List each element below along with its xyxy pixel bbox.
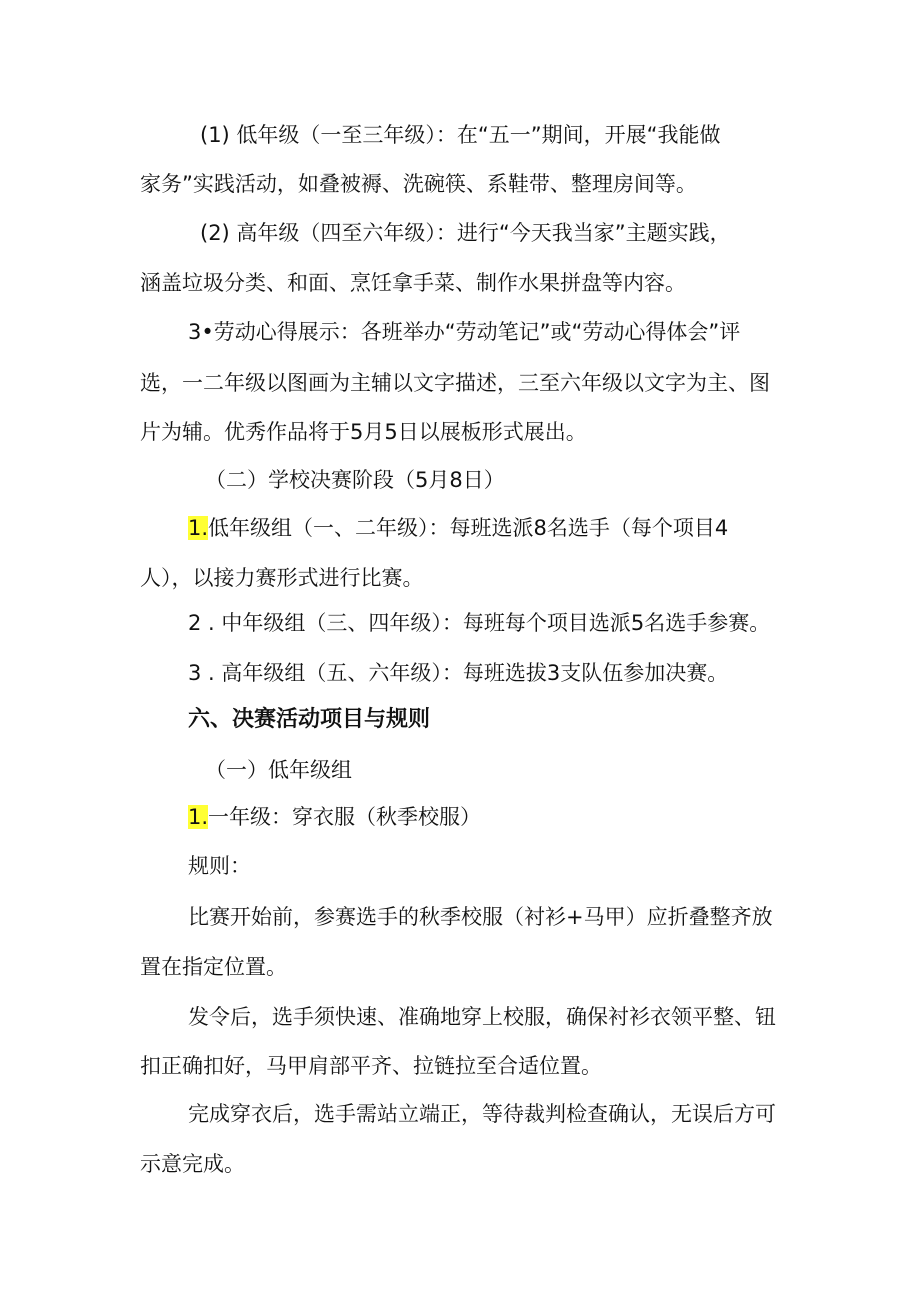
item-lower-group-line1 xyxy=(188,513,728,543)
rules-label: 规则： xyxy=(188,854,251,878)
item-lower-group-text: 低年级组（一、二年级）：每班选派8名选手（每个项目4 xyxy=(208,516,729,540)
para-labor-showcase-line3: 片为辅。优秀作品将于5月5日以展板形式展出。 xyxy=(140,420,587,444)
rule2-line2: 扣正确扣好，马甲肩部平齐、拉链拉至合适位置。 xyxy=(140,1054,602,1078)
highlight-marker: 1. xyxy=(188,805,209,829)
heading-final-rules: 六、决赛活动项目与规则 xyxy=(188,707,431,732)
item-lower-group-line2: 人），以接力赛形式进行比赛。 xyxy=(140,566,424,590)
item-grade-one xyxy=(188,802,481,832)
para-upper-grade-line2: 涵盖垃圾分类、和面、烹饪拿手菜、制作水果拼盘等内容。 xyxy=(140,271,686,295)
subsection-lower-group: （一）低年级组 xyxy=(205,758,352,782)
rule2-line1: 发令后，选手须快速、准确地穿上校服，确保衬衫衣领平整、钮 xyxy=(188,1005,776,1029)
item-middle-group: 2 . 中年级组（三、四年级）：每班每个项目选派5名选手参赛。 xyxy=(188,611,771,635)
para-labor-showcase-line1: 3•劳动心得展示：各班举办“劳动笔记”或“劳动心得体会”评 xyxy=(188,320,741,344)
section-school-final: （二）学校决赛阶段（5月8日） xyxy=(205,468,505,492)
item-upper-group: 3 . 高年级组（五、六年级）：每班选拔3支队伍参加决赛。 xyxy=(188,661,729,685)
para-lower-grade-line2: 家务”实践活动，如叠被褥、洗碗筷、系鞋带、整理房间等。 xyxy=(140,172,697,196)
rule3-line1: 完成穿衣后，选手需站立端正，等待裁判检查确认，无误后方可 xyxy=(188,1102,776,1126)
para-upper-grade-line1: (2) 高年级（四至六年级）：进行“今天我当家”主题实践， xyxy=(200,221,731,245)
rule1-line1: 比赛开始前，参赛选手的秋季校服（衬衫+马甲）应折叠整齐放 xyxy=(188,905,773,929)
para-lower-grade-line1: (1) 低年级（一至三年级）：在“五一”期间，开展“我能做 xyxy=(200,123,721,147)
highlight-marker: 1. xyxy=(188,516,209,540)
rule3-line2: 示意完成。 xyxy=(140,1152,245,1176)
para-labor-showcase-line2: 选，一二年级以图画为主辅以文字描述，三至六年级以文字为主、图 xyxy=(140,371,770,395)
rule1-line2: 置在指定位置。 xyxy=(140,955,287,979)
item-grade-one-text: 一年级：穿衣服（秋季校服） xyxy=(208,805,482,829)
